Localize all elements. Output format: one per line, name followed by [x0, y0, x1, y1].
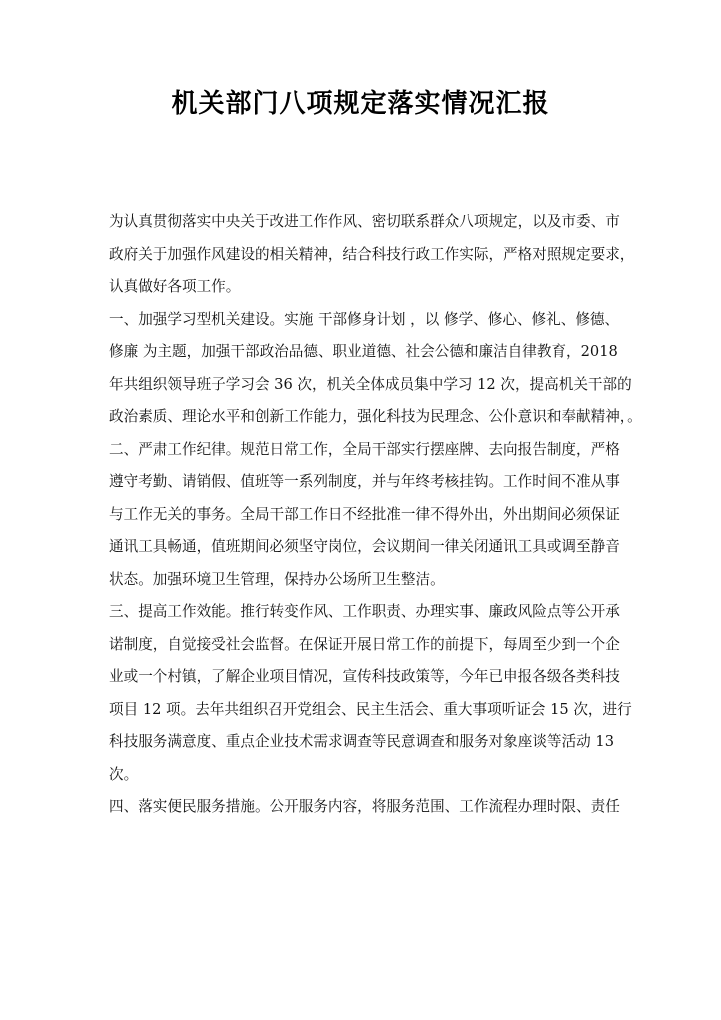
paragraph-intro — [109, 206, 635, 304]
paragraph-section-1 — [109, 304, 642, 434]
paragraph-section-2 — [109, 434, 620, 597]
document-title: 机关部门八项规定落实情况汇报 — [171, 89, 550, 119]
text-line: 次。 — [109, 765, 139, 783]
text-line: 修廉 为主题，加强干部政治品德、职业道德、社会公德和廉洁自律教育，2018 — [109, 343, 618, 360]
text-line: 四、落实便民服务措施。公开服务内容，将服务范围、工作流程办理时限、责任 — [109, 798, 620, 815]
text-line: 诺制度，自觉接受社会监督。在保证开展日常工作的前提下，每周至少到一个企 — [109, 635, 620, 653]
text-line: 项目 12 项。去年共组织召开党组会、民主生活会、重大事项听证会 15 次，进行 — [109, 700, 632, 718]
text-line: 三、提高工作效能。推行转变作风、工作职责、办理实事、廉政风险点等公开承 — [109, 603, 620, 620]
text-line: 年共组织领导班子学习会 36 次，机关全体成员集中学习 12 次，提高机关干部的 — [109, 375, 632, 393]
paragraph-section-3 — [109, 596, 632, 791]
text-line: 认真做好各项工作。 — [109, 278, 241, 295]
text-line: 科技服务满意度、重点企业技术需求调查等民意调查和服务对象座谈等活动 13 — [109, 733, 614, 750]
text-line: 与工作无关的事务。全局干部工作日不经批准一律不得外出，外出期间必须保证 — [109, 505, 620, 523]
document-body — [109, 206, 642, 824]
text-line: 通讯工具畅通，值班期间必须坚守岗位，会议期间一律关闭通讯工具或调至静音 — [109, 538, 620, 555]
text-line: 遵守考勤、请销假、值班等一系列制度，并与年终考核挂钩。工作时间不准从事 — [109, 473, 620, 490]
paragraph-section-4 — [109, 791, 620, 824]
text-line: 状态。加强环境卫生管理，保持办公场所卫生整洁。 — [109, 570, 445, 588]
text-line: 政治素质、理论水平和创新工作能力，强化科技为民理念、公仆意识和奉献精神，。 — [109, 408, 642, 425]
text-line: 业或一个村镇，了解企业项目情况，宣传科技政策等，今年已申报各级各类科技 — [109, 668, 620, 685]
text-line: 二、严肃工作纪律。规范日常工作，全局干部实行摆座牌、去向报告制度，严格 — [109, 440, 620, 458]
text-line: 一、加强学习型机关建设。实施 干部修身计划 ，以 修学、修心、修礼、修德、 — [109, 310, 620, 328]
text-line: 政府关于加强作风建设的相关精神，结合科技行政工作实际，严格对照规定要求， — [109, 245, 635, 263]
text-line: 为认真贯彻落实中央关于改进工作作风、密切联系群众八项规定，以及市委、市 — [109, 213, 620, 230]
